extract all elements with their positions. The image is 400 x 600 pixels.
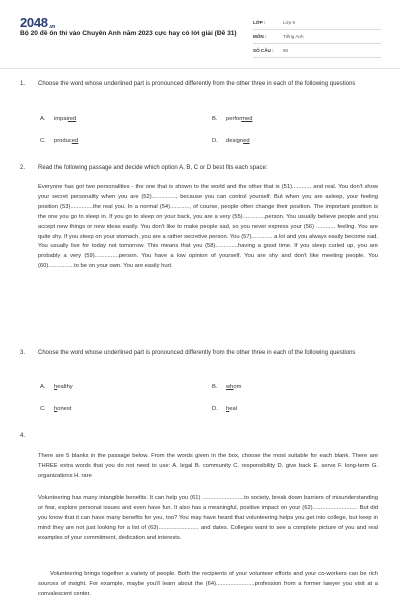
option-text: perfor <box>226 116 242 122</box>
question-prompt: Choose the word whose underlined part is pronounced differently from the other three in each of the following questions <box>38 350 356 356</box>
question-1 <box>20 80 380 102</box>
meta-row-grade <box>253 16 381 30</box>
option-text: produc <box>54 138 72 144</box>
question-prompt: Read the following passage and decide which option A, B, C or D best fits each space: <box>38 165 268 171</box>
meta-row-question-count <box>253 44 381 58</box>
option-d[interactable] <box>212 406 237 412</box>
underlined-part: h <box>54 406 58 412</box>
option-b[interactable] <box>212 384 241 390</box>
passage-paragraph: Volunteering has many intangible benefits. It can help you (61) ..........................to society, break down barriers of misunderstanding or fear, explore personal issues and even have fun. It also has a meaningful, positive impact on your (62)............................ But did you know that it can have many benefits for you, too? You may have heard that volunteering helps you get into college, but keep in mind they are not just looking for a list of (63)......................... and dates. Colleges want to see a complete picture of you and real examples of your commitment, dedication and interests. <box>38 495 378 541</box>
logo-suffix: .vn <box>48 24 56 30</box>
option-text: design <box>226 138 244 144</box>
option-text: impai <box>54 116 68 122</box>
site-logo[interactable] <box>20 15 55 30</box>
meta-row-subject <box>253 30 381 44</box>
meta-key: LỚP : <box>253 20 266 25</box>
option-b[interactable] <box>212 116 252 122</box>
underlined-part: h <box>54 384 58 390</box>
option-a[interactable] <box>40 116 76 122</box>
option-letter: B. <box>212 116 218 122</box>
option-c[interactable] <box>40 138 78 144</box>
underlined-part: med <box>241 116 253 122</box>
meta-key: SỐ CÂU : <box>253 48 274 53</box>
underlined-part: wh <box>226 384 234 390</box>
question-number: 4. <box>20 433 26 439</box>
underlined-part: h <box>226 406 230 412</box>
option-a[interactable] <box>40 384 73 390</box>
reading-passage: Everyone has got two personalities - the one that is shown to the world and the other that is (51)............ and real. You don't show your secret personality when you are (52)..............., because you can control yourself. But when you are asleep, your feeling position (53)..............the real you. In a normal (54)............, of course, people often change their position. The important position is the one you go to sleep in. If you go to sleep on your back, you are a very (55)..............person. You usually believe people and you accept new things or new ideas easily. You don't like to make people sad, so you never express your (56) ............ feeling. You are quite shy. If you sleep on your stomach, you are a rather secretive person. You (57)..............a lot and you always easily become sad. You usually live for today not tomorrow. This means that you (58)..............having a good time. If you sleep curled up, you are probably a very (59)...............person. You have a low opinion of yourself. You are shy and don't like meeting people. You (60)................to be on your own. You are easily hurt. <box>38 184 378 270</box>
passage-paragraph: Volunteering brings together a variety of people. Both the recipients of your volunteer efforts and your co-workers can be rich sources of insight. For example, maybe you'll learn about the (64)........................profession from a former lawyer you visit at a convalescent center. <box>38 571 378 597</box>
option-letter: D. <box>212 406 218 412</box>
option-letter: A. <box>40 116 46 122</box>
header-divider <box>0 68 400 69</box>
underlined-part: ed <box>243 138 250 144</box>
option-letter: A. <box>40 384 46 390</box>
option-text: eal <box>229 406 237 412</box>
meta-value: 90 <box>283 48 289 53</box>
question-number: 2. <box>20 165 26 171</box>
question-2 <box>20 164 380 176</box>
meta-value: Tiếng Anh <box>283 34 304 39</box>
option-d[interactable] <box>212 138 250 144</box>
option-letter: B. <box>212 384 218 390</box>
option-text: ealthy <box>57 384 73 390</box>
meta-value: Lớp 9 <box>283 20 295 25</box>
option-letter: C. <box>40 406 46 412</box>
logo-text: 2048 <box>20 15 48 30</box>
question-prompt: Choose the word whose underlined part is pronounced differently from the other three in each of the following questions <box>38 81 356 87</box>
page-title: Bộ 20 đề ôn thi vào Chuyên Anh năm 2023 cực hay có lời giải (Đề 31) <box>20 30 237 37</box>
meta-key: MÔN : <box>253 34 267 39</box>
underlined-part: ed <box>71 138 79 144</box>
question-4 <box>20 432 40 444</box>
question-number: 3. <box>20 350 26 356</box>
option-text: onest <box>57 406 72 412</box>
underlined-part: red <box>67 116 77 122</box>
option-c[interactable] <box>40 406 71 412</box>
question-number: 1. <box>20 81 26 87</box>
option-letter: D. <box>212 138 218 144</box>
question-instructions: There are 5 blanks in the passage below. From the words given in the box, choose the most suitable for each blank. There are THREE extra words that you do not need to use: A. legal B. community C. responsibility D. give back E. serve F. long-term G. organizations H. rare <box>38 453 378 479</box>
question-3 <box>20 349 380 371</box>
option-text: om <box>233 384 242 390</box>
option-letter: C. <box>40 138 46 144</box>
document-meta <box>253 16 381 58</box>
